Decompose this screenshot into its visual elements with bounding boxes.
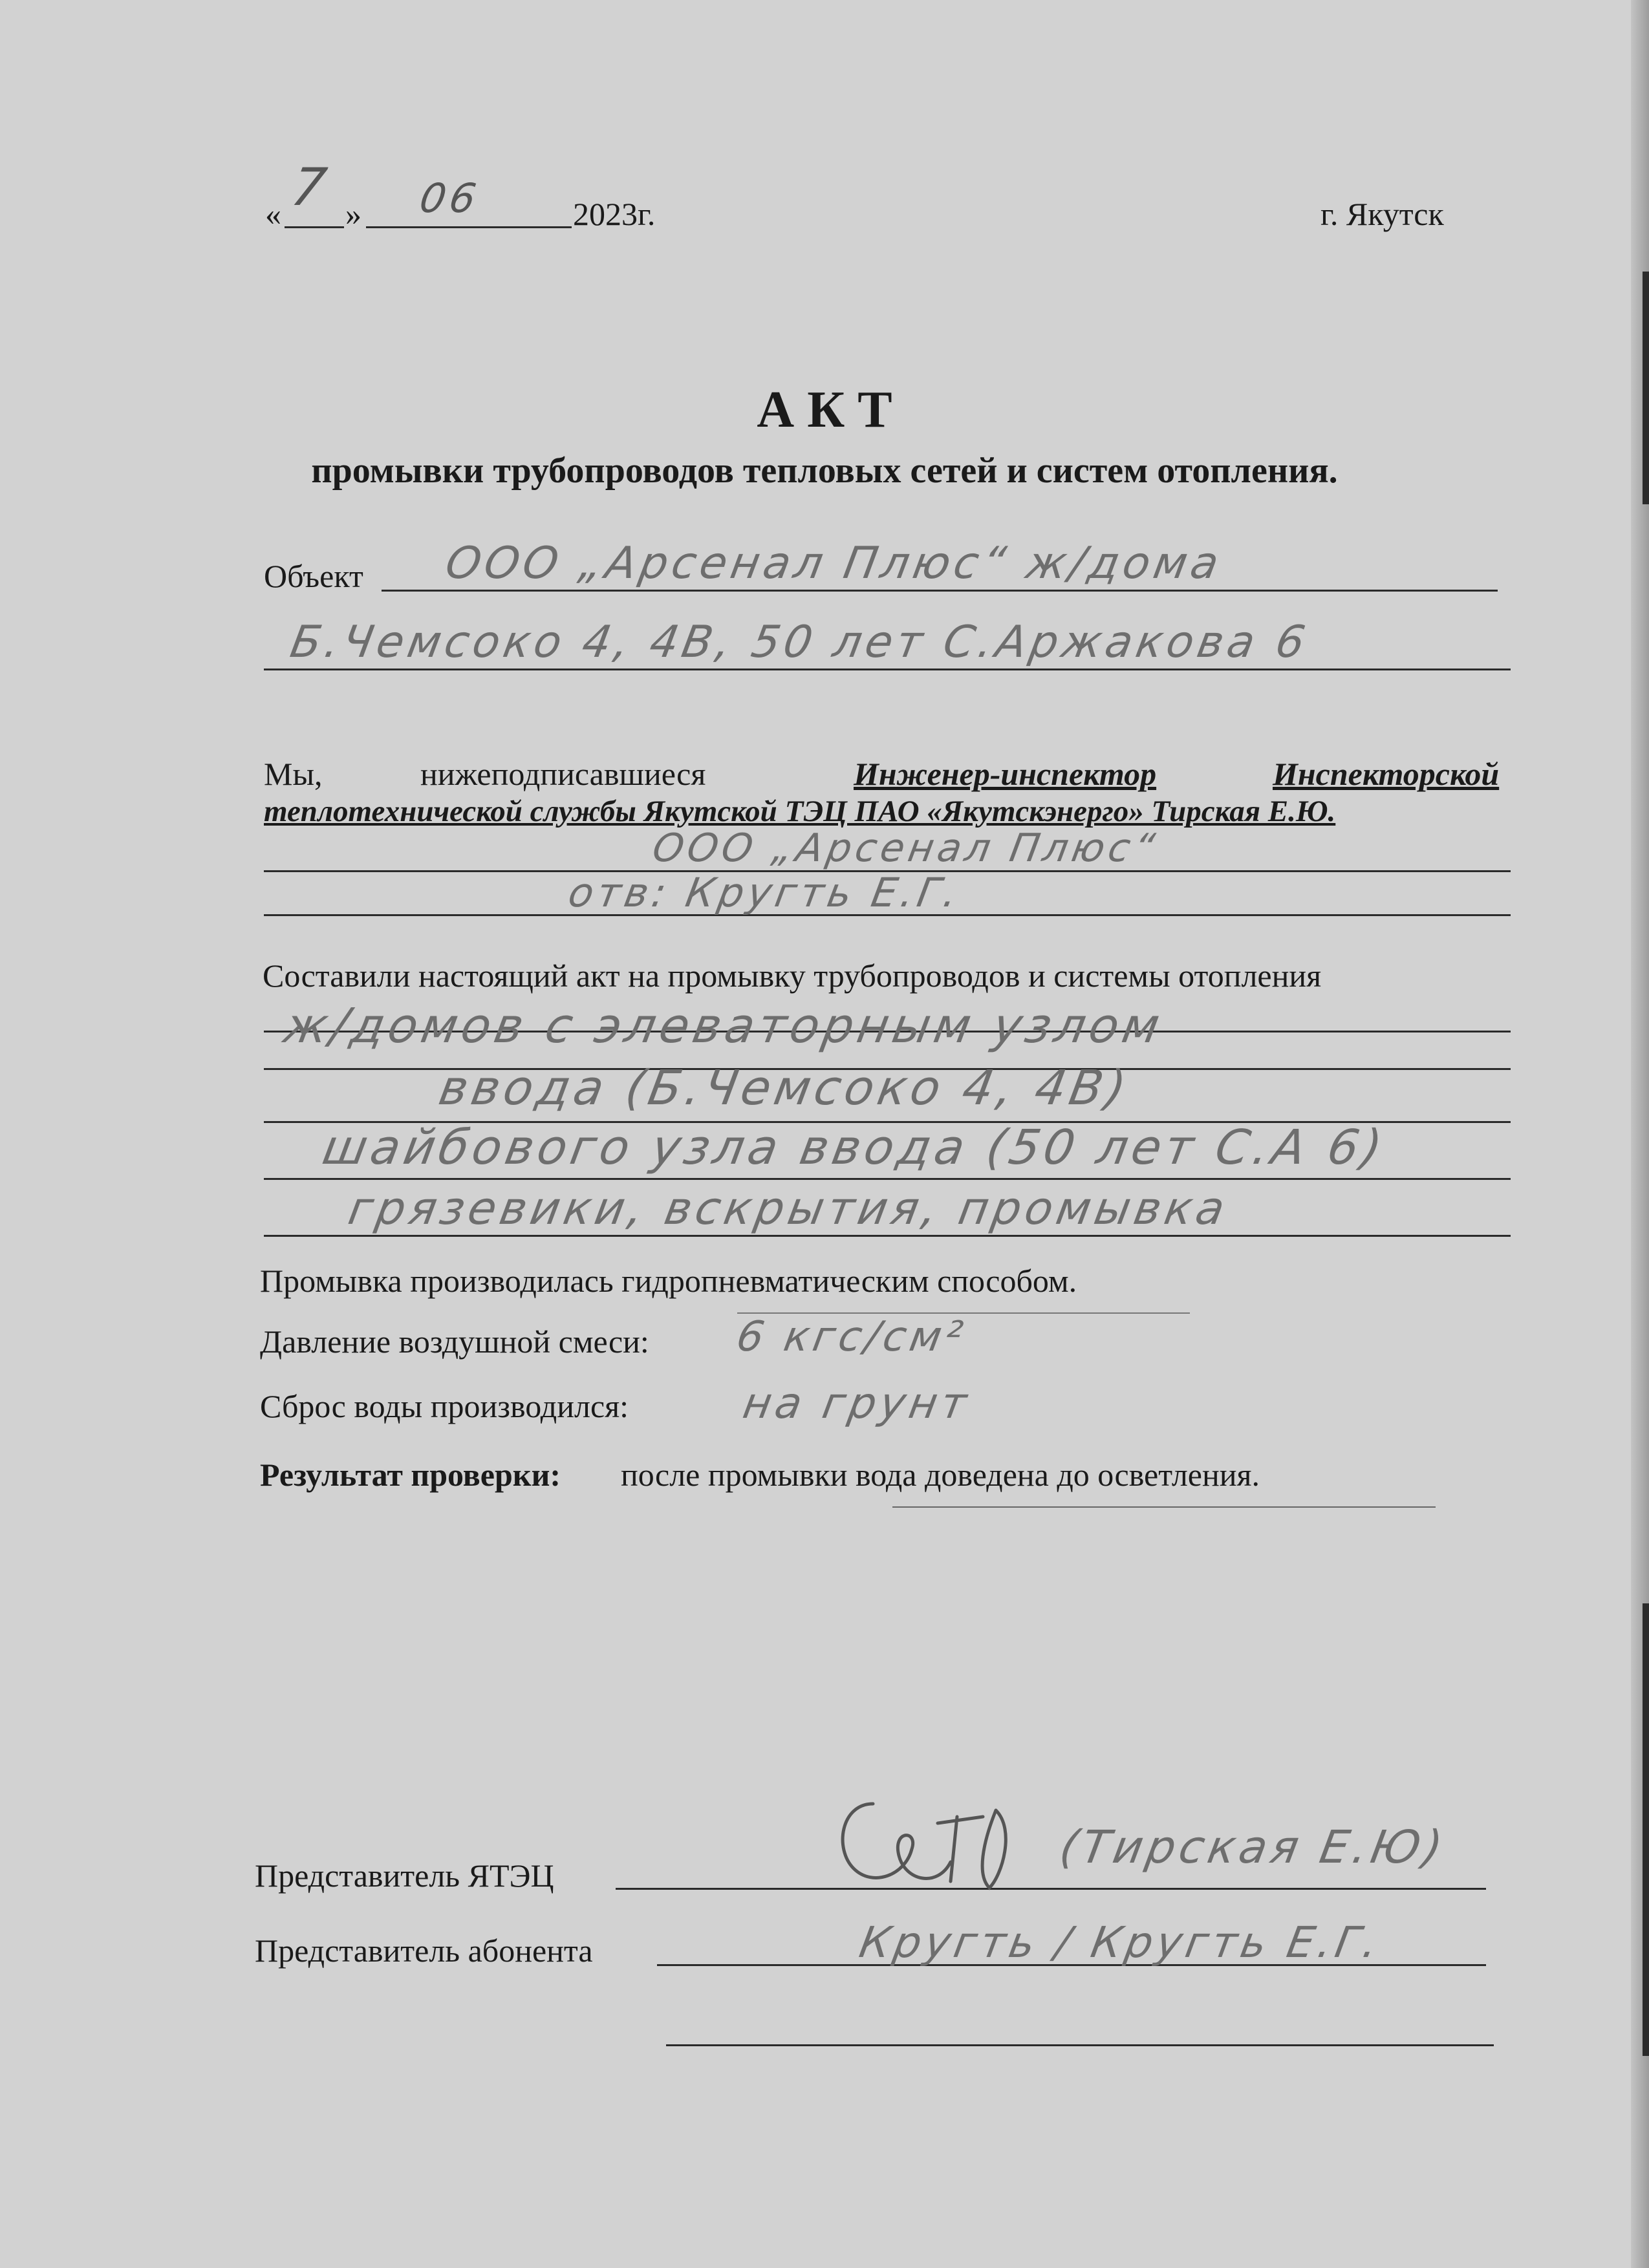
object-line-2 <box>264 669 1511 670</box>
parties-handwritten-1: ООО „Арсенал Плюс“ <box>649 826 1162 871</box>
result-stroke <box>892 1506 1436 1508</box>
pressure-value: 6 кгс/см² <box>733 1313 970 1361</box>
document-title: А К Т <box>757 381 892 438</box>
ytec-rep-name: (Тирская Е.Ю) <box>1055 1821 1450 1874</box>
ytec-rep-label: Представитель ЯТЭЦ <box>255 1857 554 1894</box>
result-text: после промывки вода доведена до осветления. <box>621 1457 1260 1493</box>
ytec-signature <box>828 1791 1073 1901</box>
inspector-department: Инспекторской <box>1273 756 1500 792</box>
object-handwritten-1: ООО „Арсенал Плюс“ ж/дома <box>442 538 1227 589</box>
inspector-service: теплотехнической службы Якутской ТЭЦ ПАО «Якутскэнерго» Тирская Е.Ю. <box>264 795 1336 828</box>
compose-line-5 <box>264 1235 1511 1237</box>
object-label: Объект <box>264 558 363 594</box>
date-quote-open: « <box>265 196 281 232</box>
discharge-value: на грунт <box>739 1378 975 1428</box>
result-label: Результат проверки: <box>260 1457 561 1493</box>
abonent-rep-name: Кругть / Кругть Е.Г. <box>856 1918 1386 1967</box>
handwritten-month: 06 <box>416 175 484 222</box>
compose-line-4 <box>264 1178 1511 1180</box>
discharge-label: Сброс воды производился: <box>260 1388 629 1424</box>
parties-handwritten-2: отв: Кругть Е.Г. <box>565 869 965 916</box>
object-line-1 <box>382 590 1498 592</box>
parties-we-label: Мы, <box>264 756 323 792</box>
extra-signature-line <box>666 2044 1494 2046</box>
date-quote-close: » <box>345 196 361 232</box>
compose-handwritten-1: ж/домов с элеваторным узлом <box>279 998 1168 1054</box>
abonent-rep-label: Представитель абонента <box>255 1932 593 1969</box>
month-underline <box>366 226 572 228</box>
parties-signed-label: нижеподписавшиеся <box>420 756 706 792</box>
scan-mark <box>1643 1603 1649 2056</box>
document-subtitle: промывки трубопроводов тепловых сетей и систем отопления. <box>311 451 1338 491</box>
pressure-label: Давление воздушной смеси: <box>260 1323 649 1360</box>
compose-handwritten-3: шайбового узла ввода (50 лет С.А 6) <box>318 1120 1390 1175</box>
method-text: Промывка производилась гидропневматическим способом. <box>260 1263 1077 1299</box>
compose-handwritten-4: грязевики, вскрытия, промывка <box>344 1182 1233 1235</box>
object-handwritten-2: Б.Чемсоко 4, 4В, 50 лет С.Аржакова 6 <box>286 617 1313 668</box>
date-year: 2023г. <box>573 196 656 232</box>
compose-label: Составили настоящий акт на промывку трубопроводов и системы отопления <box>263 957 1322 994</box>
day-underline <box>285 226 344 228</box>
compose-handwritten-2: ввода (Б.Чемсоко 4, 4В) <box>435 1060 1134 1116</box>
handwritten-day: 7 <box>286 157 335 217</box>
city: г. Якутск <box>1320 196 1444 232</box>
inspector-title: Инженер-инспектор <box>854 756 1157 792</box>
